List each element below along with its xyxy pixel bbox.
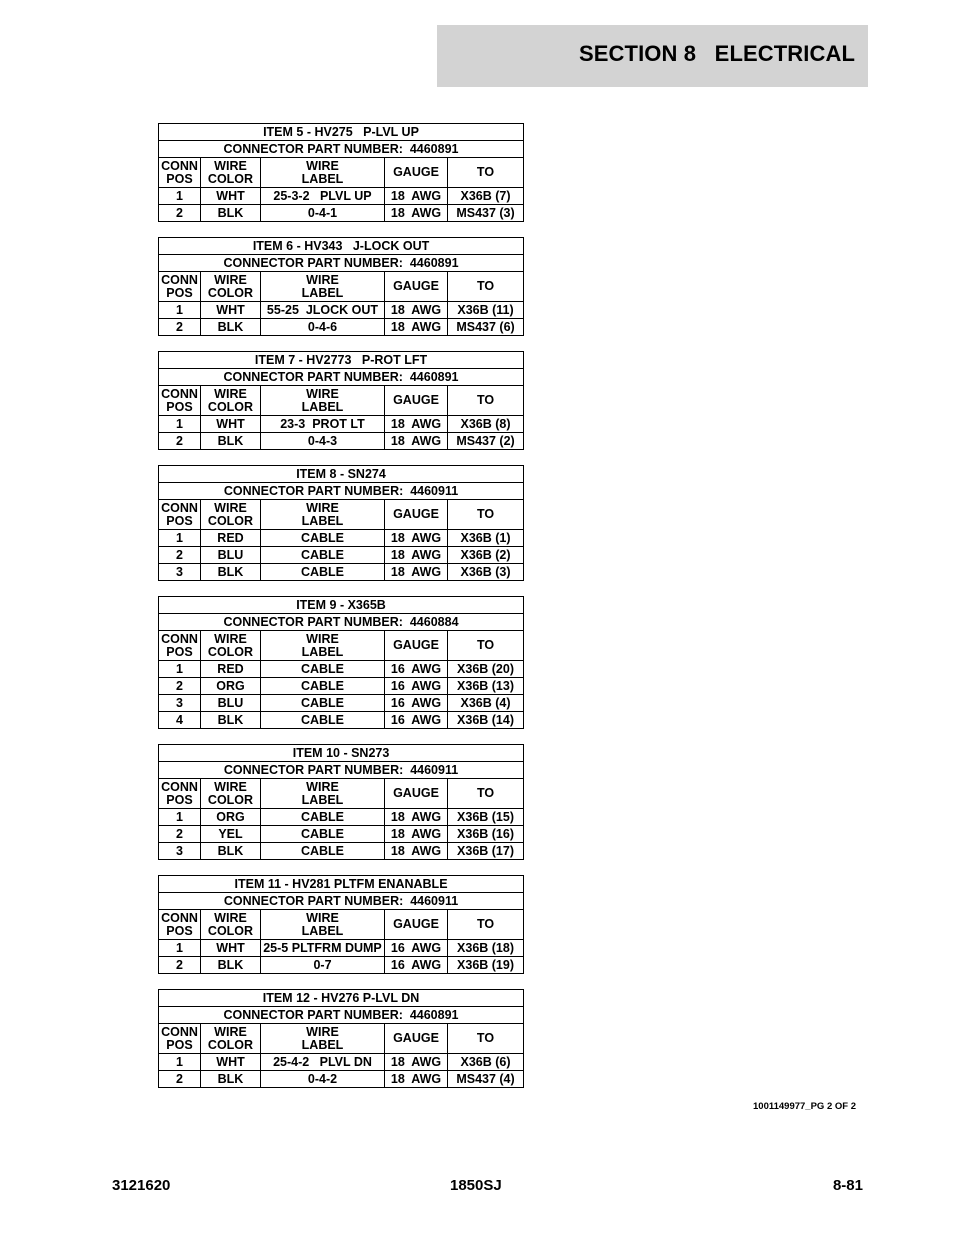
table-row (159, 826, 524, 843)
connector-table (158, 123, 524, 222)
connector-part-number: CONNECTOR PART NUMBER: 4460911 (159, 762, 524, 779)
table-row (159, 1054, 524, 1071)
column-header-conn-pos: CONN POS (159, 500, 201, 530)
cell-wire-label: CABLE (261, 826, 385, 843)
table-row (159, 809, 524, 826)
column-header-to: TO (448, 272, 524, 302)
cell-gauge: 18 AWG (385, 826, 448, 843)
table-row (159, 564, 524, 581)
connector-part-number: CONNECTOR PART NUMBER: 4460891 (159, 255, 524, 272)
table-title: ITEM 5 - HV275 P-LVL UP (159, 124, 524, 141)
column-header-wire-color: WIRE COLOR (201, 910, 261, 940)
column-header-wire-label: WIRE LABEL (261, 631, 385, 661)
column-header-to: TO (448, 910, 524, 940)
cell-wire-color: WHT (201, 416, 261, 433)
section-title: SECTION 8 ELECTRICAL (579, 41, 855, 66)
cell-wire-color: WHT (201, 188, 261, 205)
cell-to: X36B (13) (448, 678, 524, 695)
column-header-conn-pos: CONN POS (159, 158, 201, 188)
cell-to: MS437 (6) (448, 319, 524, 336)
table-row (159, 416, 524, 433)
cell-conn-pos: 1 (159, 416, 201, 433)
connector-part-number: CONNECTOR PART NUMBER: 4460891 (159, 1007, 524, 1024)
cell-conn-pos: 3 (159, 564, 201, 581)
cell-wire-color: BLK (201, 1071, 261, 1088)
column-header-wire-label: WIRE LABEL (261, 272, 385, 302)
cell-wire-color: WHT (201, 1054, 261, 1071)
cell-gauge: 18 AWG (385, 188, 448, 205)
cell-gauge: 18 AWG (385, 547, 448, 564)
cell-wire-color: RED (201, 661, 261, 678)
table-title: ITEM 11 - HV281 PLTFM ENANABLE (159, 876, 524, 893)
cell-to: X36B (19) (448, 957, 524, 974)
column-header-conn-pos: CONN POS (159, 910, 201, 940)
cell-conn-pos: 2 (159, 547, 201, 564)
cell-gauge: 16 AWG (385, 695, 448, 712)
column-header-wire-color: WIRE COLOR (201, 500, 261, 530)
table-row (159, 188, 524, 205)
cell-wire-label: 25-4-2 PLVL DN (261, 1054, 385, 1071)
column-header-gauge: GAUGE (385, 910, 448, 940)
connector-part-number: CONNECTOR PART NUMBER: 4460911 (159, 893, 524, 910)
table-row (159, 530, 524, 547)
cell-gauge: 18 AWG (385, 1071, 448, 1088)
column-header-conn-pos: CONN POS (159, 272, 201, 302)
column-header-wire-color: WIRE COLOR (201, 272, 261, 302)
cell-wire-color: BLK (201, 205, 261, 222)
column-header-wire-label: WIRE LABEL (261, 500, 385, 530)
table-title: ITEM 10 - SN273 (159, 745, 524, 762)
cell-conn-pos: 1 (159, 809, 201, 826)
footer-page-number: 8-81 (832, 1177, 863, 1194)
connector-table (158, 237, 524, 336)
cell-gauge: 16 AWG (385, 712, 448, 729)
connector-part-number: CONNECTOR PART NUMBER: 4460911 (159, 483, 524, 500)
cell-wire-color: WHT (201, 940, 261, 957)
column-header-wire-label: WIRE LABEL (261, 1024, 385, 1054)
cell-gauge: 18 AWG (385, 319, 448, 336)
cell-conn-pos: 2 (159, 319, 201, 336)
column-header-conn-pos: CONN POS (159, 779, 201, 809)
cell-gauge: 18 AWG (385, 302, 448, 319)
column-header-to: TO (448, 158, 524, 188)
cell-gauge: 18 AWG (385, 416, 448, 433)
cell-gauge: 18 AWG (385, 433, 448, 450)
cell-wire-color: ORG (201, 678, 261, 695)
column-header-wire-label: WIRE LABEL (261, 386, 385, 416)
cell-wire-color: YEL (201, 826, 261, 843)
cell-conn-pos: 2 (159, 433, 201, 450)
cell-wire-label: 23-3 PROT LT (261, 416, 385, 433)
table-title: ITEM 9 - X365B (159, 597, 524, 614)
cell-wire-color: BLK (201, 957, 261, 974)
connector-table (158, 351, 524, 450)
cell-gauge: 18 AWG (385, 1054, 448, 1071)
cell-to: X36B (11) (448, 302, 524, 319)
cell-wire-label: 0-4-3 (261, 433, 385, 450)
table-row (159, 433, 524, 450)
column-header-wire-label: WIRE LABEL (261, 910, 385, 940)
cell-to: MS437 (2) (448, 433, 524, 450)
table-row (159, 1071, 524, 1088)
cell-to: X36B (14) (448, 712, 524, 729)
table-title: ITEM 7 - HV2773 P-ROT LFT (159, 352, 524, 369)
cell-conn-pos: 2 (159, 957, 201, 974)
cell-to: X36B (18) (448, 940, 524, 957)
column-header-conn-pos: CONN POS (159, 631, 201, 661)
cell-conn-pos: 1 (159, 661, 201, 678)
cell-wire-label: CABLE (261, 661, 385, 678)
connector-part-number: CONNECTOR PART NUMBER: 4460884 (159, 614, 524, 631)
column-header-wire-color: WIRE COLOR (201, 631, 261, 661)
column-header-conn-pos: CONN POS (159, 1024, 201, 1054)
cell-gauge: 16 AWG (385, 957, 448, 974)
cell-conn-pos: 2 (159, 678, 201, 695)
cell-gauge: 18 AWG (385, 564, 448, 581)
connector-table (158, 596, 524, 729)
cell-to: X36B (16) (448, 826, 524, 843)
cell-to: X36B (15) (448, 809, 524, 826)
footer-model: 1850SJ (450, 1177, 502, 1194)
table-row (159, 940, 524, 957)
column-header-wire-label: WIRE LABEL (261, 779, 385, 809)
table-row (159, 712, 524, 729)
cell-gauge: 18 AWG (385, 843, 448, 860)
footer-manual-number: 3121620 (112, 1177, 171, 1194)
table-row (159, 547, 524, 564)
column-header-gauge: GAUGE (385, 500, 448, 530)
cell-to: X36B (6) (448, 1054, 524, 1071)
cell-wire-color: BLK (201, 319, 261, 336)
cell-wire-label: CABLE (261, 678, 385, 695)
cell-gauge: 16 AWG (385, 661, 448, 678)
cell-wire-label: 0-4-2 (261, 1071, 385, 1088)
cell-conn-pos: 2 (159, 205, 201, 222)
cell-to: X36B (4) (448, 695, 524, 712)
cell-wire-color: WHT (201, 302, 261, 319)
table-row (159, 957, 524, 974)
table-row (159, 302, 524, 319)
column-header-to: TO (448, 1024, 524, 1054)
section-header (437, 25, 868, 87)
cell-conn-pos: 1 (159, 1054, 201, 1071)
cell-wire-label: CABLE (261, 547, 385, 564)
cell-conn-pos: 4 (159, 712, 201, 729)
cell-conn-pos: 2 (159, 1071, 201, 1088)
column-header-gauge: GAUGE (385, 1024, 448, 1054)
cell-wire-label: CABLE (261, 843, 385, 860)
cell-wire-color: BLK (201, 564, 261, 581)
table-row (159, 205, 524, 222)
cell-conn-pos: 1 (159, 302, 201, 319)
cell-gauge: 16 AWG (385, 678, 448, 695)
cell-wire-color: BLK (201, 843, 261, 860)
connector-part-number: CONNECTOR PART NUMBER: 4460891 (159, 141, 524, 158)
cell-to: X36B (1) (448, 530, 524, 547)
column-header-gauge: GAUGE (385, 158, 448, 188)
table-row (159, 678, 524, 695)
cell-wire-label: CABLE (261, 712, 385, 729)
column-header-gauge: GAUGE (385, 272, 448, 302)
cell-wire-label: CABLE (261, 695, 385, 712)
table-title: ITEM 6 - HV343 J-LOCK OUT (159, 238, 524, 255)
column-header-to: TO (448, 631, 524, 661)
column-header-gauge: GAUGE (385, 779, 448, 809)
table-row (159, 319, 524, 336)
column-header-wire-label: WIRE LABEL (261, 158, 385, 188)
connector-table (158, 465, 524, 581)
cell-conn-pos: 3 (159, 843, 201, 860)
cell-wire-color: BLU (201, 547, 261, 564)
cell-wire-color: BLU (201, 695, 261, 712)
column-header-gauge: GAUGE (385, 386, 448, 416)
column-header-wire-color: WIRE COLOR (201, 1024, 261, 1054)
cell-conn-pos: 1 (159, 940, 201, 957)
cell-gauge: 18 AWG (385, 530, 448, 547)
column-header-wire-color: WIRE COLOR (201, 779, 261, 809)
cell-to: MS437 (3) (448, 205, 524, 222)
cell-to: X36B (8) (448, 416, 524, 433)
column-header-to: TO (448, 500, 524, 530)
cell-to: X36B (3) (448, 564, 524, 581)
cell-to: X36B (7) (448, 188, 524, 205)
cell-wire-label: CABLE (261, 530, 385, 547)
cell-wire-label: 25-5 PLTFRM DUMP (261, 940, 385, 957)
cell-conn-pos: 1 (159, 530, 201, 547)
cell-gauge: 16 AWG (385, 940, 448, 957)
column-header-wire-color: WIRE COLOR (201, 158, 261, 188)
column-header-wire-color: WIRE COLOR (201, 386, 261, 416)
cell-wire-label: 55-25 JLOCK OUT (261, 302, 385, 319)
table-row (159, 661, 524, 678)
cell-conn-pos: 3 (159, 695, 201, 712)
cell-to: X36B (2) (448, 547, 524, 564)
cell-gauge: 18 AWG (385, 205, 448, 222)
cell-wire-label: CABLE (261, 809, 385, 826)
cell-wire-label: 25-3-2 PLVL UP (261, 188, 385, 205)
cell-wire-color: BLK (201, 433, 261, 450)
cell-to: X36B (20) (448, 661, 524, 678)
column-header-conn-pos: CONN POS (159, 386, 201, 416)
cell-wire-color: ORG (201, 809, 261, 826)
cell-to: X36B (17) (448, 843, 524, 860)
table-title: ITEM 12 - HV276 P-LVL DN (159, 990, 524, 1007)
table-title: ITEM 8 - SN274 (159, 466, 524, 483)
cell-conn-pos: 1 (159, 188, 201, 205)
cell-wire-color: BLK (201, 712, 261, 729)
cell-wire-label: 0-4-1 (261, 205, 385, 222)
connector-part-number: CONNECTOR PART NUMBER: 4460891 (159, 369, 524, 386)
column-header-gauge: GAUGE (385, 631, 448, 661)
cell-conn-pos: 2 (159, 826, 201, 843)
document-reference: 1001149977_PG 2 OF 2 (753, 1101, 856, 1112)
cell-to: MS437 (4) (448, 1071, 524, 1088)
cell-wire-label: 0-7 (261, 957, 385, 974)
column-header-to: TO (448, 779, 524, 809)
table-row (159, 695, 524, 712)
table-row (159, 843, 524, 860)
cell-wire-color: RED (201, 530, 261, 547)
connector-tables (158, 123, 523, 1103)
cell-wire-label: 0-4-6 (261, 319, 385, 336)
column-header-to: TO (448, 386, 524, 416)
cell-gauge: 18 AWG (385, 809, 448, 826)
cell-wire-label: CABLE (261, 564, 385, 581)
connector-table (158, 875, 524, 974)
connector-table (158, 744, 524, 860)
connector-table (158, 989, 524, 1088)
